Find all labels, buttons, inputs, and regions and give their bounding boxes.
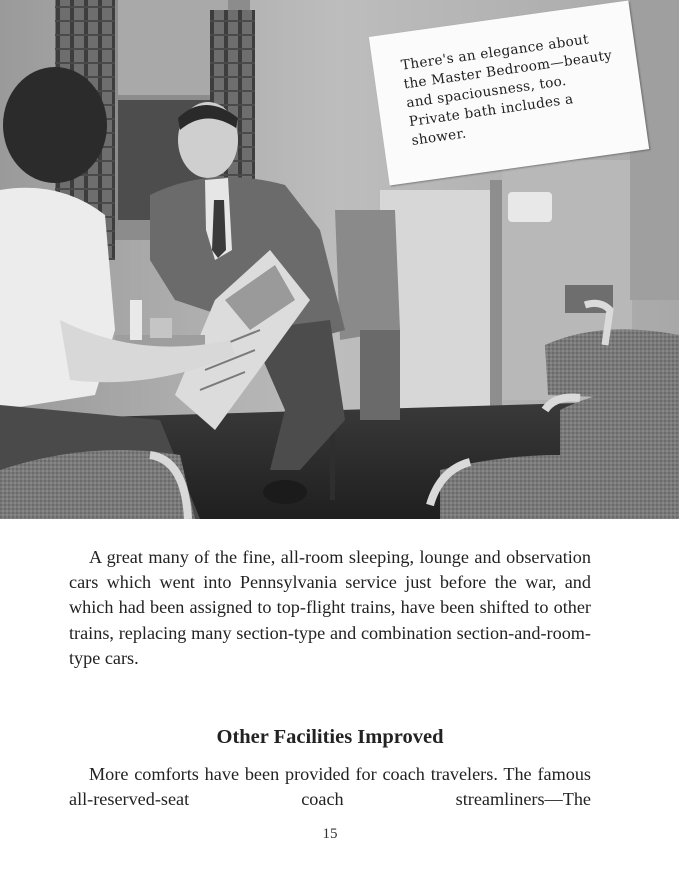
- photo-caption: There's an elegance about the Master Bedroom—beauty and spaciousness, too. Private bath includes a shower.: [400, 31, 614, 149]
- foreground-chair-right-back: [545, 329, 679, 400]
- article-body-continued: [69, 762, 591, 812]
- man-shoe: [263, 480, 307, 504]
- glass: [150, 318, 172, 338]
- foreground-chair-right-front: [440, 455, 679, 519]
- paragraph-2: More comforts have been provided for coach travelers. The famous all-reserved-seat coach streamliners—The: [69, 764, 591, 810]
- sink: [508, 192, 552, 222]
- article-body: [69, 545, 591, 671]
- armchair-back: [335, 210, 400, 340]
- man-tie: [212, 200, 226, 258]
- bottle: [130, 300, 142, 340]
- section-heading: Other Facilities Improved: [216, 726, 444, 748]
- woman-hair: [3, 67, 107, 183]
- paragraph-1: A great many of the fine, all-room sleeping, lounge and observation cars which went into Pennsylvania service just before the war, and which had been assigned to top-flight trains, have been shifted to other trains, replacing many section-type and combination section-and-room-type cars.: [69, 547, 591, 668]
- page-number: 15: [322, 826, 338, 842]
- chair-arm: [360, 330, 400, 420]
- door-frame: [490, 180, 502, 442]
